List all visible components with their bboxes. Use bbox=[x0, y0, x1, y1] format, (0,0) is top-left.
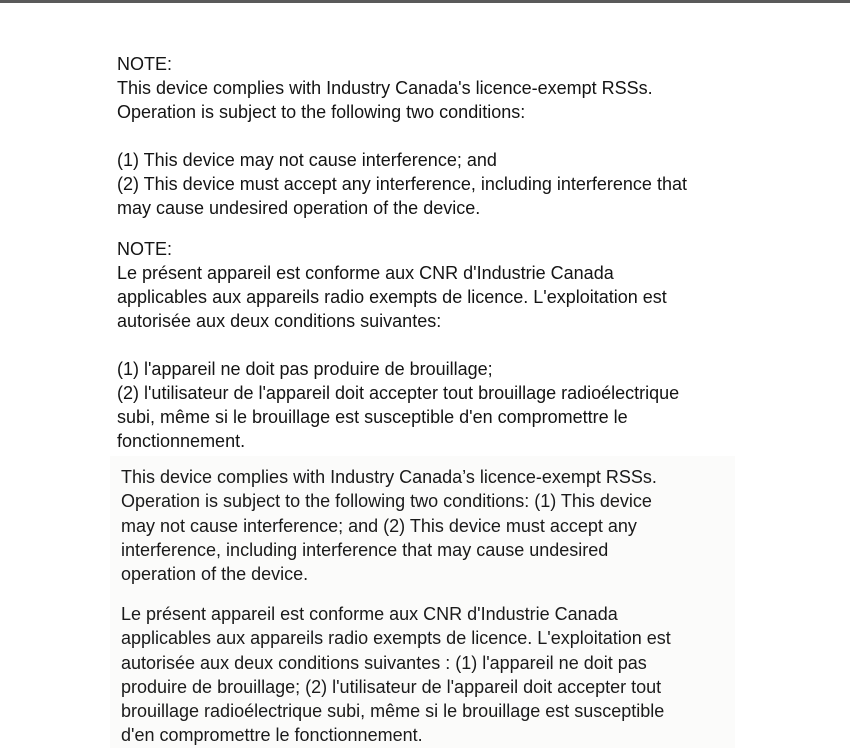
note-en-conditions bbox=[117, 148, 817, 220]
text-line: Operation is subject to the following two conditions: (1) This device bbox=[121, 491, 652, 512]
text-line: may not cause interference; and (2) This device must accept any bbox=[121, 515, 637, 536]
scan-en-paragraph bbox=[121, 465, 741, 586]
note-fr-heading bbox=[117, 237, 817, 261]
condition-line: (2) l'utilisateur de l'appareil doit accepter tout brouillage radioélectrique bbox=[117, 383, 680, 403]
text-line: interference, including interference that may cause undesired bbox=[121, 539, 609, 560]
note-heading: NOTE: bbox=[117, 239, 173, 259]
condition-line: (1) This device may not cause interference; and bbox=[117, 150, 497, 170]
text-line: operation of the device. bbox=[121, 564, 309, 585]
note-heading: NOTE: bbox=[117, 54, 173, 74]
note-en-heading bbox=[117, 52, 817, 76]
note-en-body bbox=[117, 76, 817, 124]
text-line: produire de brouillage; (2) l'utilisateur de l'appareil doit accepter tout bbox=[121, 676, 662, 697]
text-line: applicables aux appareils radio exempts de licence. L'exploitation est bbox=[121, 628, 671, 649]
text-line: d'en compromettre le fonctionnement. bbox=[121, 725, 423, 746]
condition-line: subi, même si le brouillage est susceptible d'en compromettre le bbox=[117, 407, 628, 427]
text-line: Le présent appareil est conforme aux CNR d'Industrie Canada bbox=[117, 263, 614, 283]
text-line: autorisée aux deux conditions suivantes: bbox=[117, 311, 442, 331]
text-line: This device complies with Industry Canada’s licence-exempt RSSs. bbox=[121, 467, 657, 487]
text-line: applicables aux appareils radio exempts de licence. L'exploitation est bbox=[117, 287, 667, 307]
text-line: autorisée aux deux conditions suivantes : (1) l'appareil ne doit pas bbox=[121, 652, 647, 673]
condition-line: fonctionnement. bbox=[117, 431, 246, 451]
text-line: This device complies with Industry Canada's licence-exempt RSSs. bbox=[117, 78, 653, 98]
scan-fr-paragraph bbox=[121, 602, 741, 748]
note-fr-body bbox=[117, 261, 817, 333]
top-border bbox=[0, 0, 850, 3]
note-fr-conditions bbox=[117, 357, 817, 453]
condition-line: may cause undesired operation of the device. bbox=[117, 198, 481, 218]
text-line: Operation is subject to the following two conditions: bbox=[117, 102, 526, 122]
text-line: Le présent appareil est conforme aux CNR d'Industrie Canada bbox=[121, 604, 618, 624]
text-line: brouillage radioélectrique subi, même si le brouillage est susceptible bbox=[121, 701, 665, 722]
condition-line: (2) This device must accept any interference, including interference that bbox=[117, 174, 687, 194]
condition-line: (1) l'appareil ne doit pas produire de brouillage; bbox=[117, 359, 493, 379]
